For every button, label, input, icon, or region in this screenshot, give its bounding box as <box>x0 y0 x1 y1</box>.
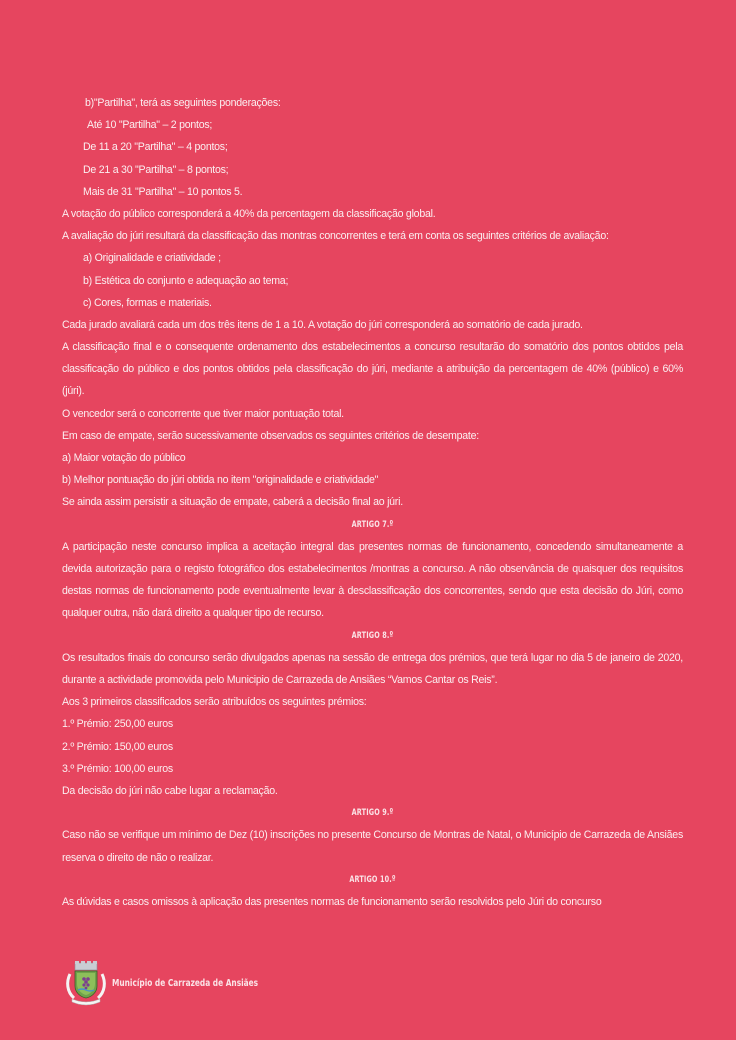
partilha-item: De 21 a 30 "Partilha" – 8 pontos; <box>83 163 229 176</box>
public-vote-paragraph: A votação do público corresponderá a 40% da percentagem da classificação global. <box>62 207 436 220</box>
jury-intro-paragraph: A avaliação do júri resultará da classificação das montras concorrentes e terá em conta os seguintes critérios de avaliação: <box>62 230 609 243</box>
final-classification-paragraph: A classificação final e o consequente ordenamento dos estabelecimentos a concurso resultarão do somatório dos pontos obtidos pela classificação do público e dos pontos obtidos pela classificação do júri, mediante a atribuição da percentagem de 40% (público) e 60% (júri). <box>62 341 683 398</box>
tiebreak-intro: Em caso de empate, serão sucessivamente observados os seguintes critérios de desempate: <box>62 429 479 442</box>
article-10-text: As dúvidas e casos omissos à aplicação das presentes normas de funcionamento serão resolvidos pelo Júri do concurso <box>62 895 602 908</box>
partilha-item: De 11 a 20 "Partilha" – 4 pontos; <box>83 141 228 154</box>
jury-criterion: b) Estética do conjunto e adequação ao tema; <box>83 274 289 287</box>
partilha-item: Mais de 31 "Partilha" – 10 pontos 5. <box>83 185 243 198</box>
document-page <box>62 92 683 913</box>
municipal-coat-of-arms-icon <box>64 960 108 1006</box>
article-8-closing: Da decisão do júri não cabe lugar a reclamação. <box>62 784 278 797</box>
article-8-text: Os resultados finais do concurso serão divulgados apenas na sessão de entrega dos prémios, que terá lugar no dia 5 de janeiro de 2020, durante a actividade promovida pelo Municipio de Carrazeda de Ansiães “Vamos Cantar os Reis”. <box>62 651 683 686</box>
tiebreak-final: Se ainda assim persistir a situação de empate, caberá a decisão final ao júri. <box>62 496 403 509</box>
tiebreak-item: b) Melhor pontuação do júri obtida no item "originalidade e criatividade" <box>62 474 379 487</box>
jury-scoring-paragraph: Cada jurado avaliará cada um dos três itens de 1 a 10. A votação do júri corresponderá ao somatório de cada jurado. <box>62 318 583 331</box>
article-9-text: Caso não se verifique um mínimo de Dez (10) inscrições no presente Concurso de Montras de Natal, o Município de Carrazeda de Ansiães reserva o direito de não o realizar. <box>62 829 683 864</box>
prize-item: 1.º Prémio: 250,00 euros <box>62 718 173 731</box>
organization-name: Município de Carrazeda de Ansiães <box>112 977 259 989</box>
article-8-heading: ARTIGO 8.º <box>351 630 394 641</box>
jury-criterion: c) Cores, formas e materiais. <box>83 296 212 309</box>
prize-item: 3.º Prémio: 100,00 euros <box>62 762 173 775</box>
article-10-heading: ARTIGO 10.º <box>349 874 396 885</box>
article-7-text: A participação neste concurso implica a aceitação integral das presentes normas de funcionamento, concedendo simultaneamente a devida autorização para o registo fotográfico dos estabelecimentos /montras a concurso. A não observância de quaisquer dos requisitos destas normas de funcionamento pode eventualmente levar à desclassificação dos concorrentes, sendo que esta decisão do Júri, como qualquer outra, não dará direito a qualquer tipo de recurso. <box>62 540 683 620</box>
article-7-heading: ARTIGO 7.º <box>351 519 394 530</box>
partilha-item: Até 10 "Partilha" – 2 pontos; <box>87 119 213 132</box>
footer <box>64 960 299 1006</box>
prizes-intro: Aos 3 primeiros classificados serão atribuídos os seguintes prémios: <box>62 696 367 709</box>
article-9-heading: ARTIGO 9.º <box>351 808 394 819</box>
prize-item: 2.º Prémio: 150,00 euros <box>62 740 173 753</box>
jury-criterion: a) Originalidade e criatividade ; <box>83 252 221 265</box>
tiebreak-item: a) Maior votação do público <box>62 452 186 465</box>
winner-paragraph: O vencedor será o concorrente que tiver maior pontuação total. <box>62 407 344 420</box>
partilha-intro: b)"Partilha", terá as seguintes ponderações: <box>85 97 281 109</box>
